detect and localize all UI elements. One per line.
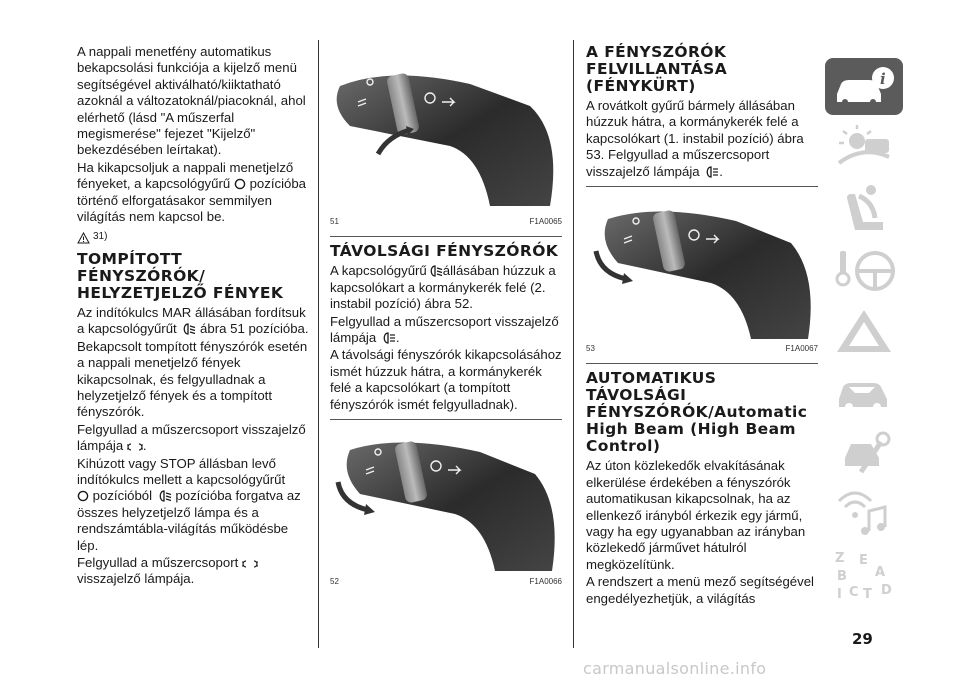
tab-key-steering-wheel[interactable] bbox=[825, 241, 903, 298]
low-beam-icon bbox=[180, 323, 196, 335]
tab-maintenance[interactable] bbox=[825, 424, 903, 481]
paragraph: Felgyullad a műszercsoport visszajelző lámpája. bbox=[77, 555, 309, 588]
low-beam-icon bbox=[156, 490, 172, 502]
figure-caption: 53 F1A0067 bbox=[586, 344, 818, 354]
column-divider bbox=[318, 40, 319, 648]
high-beam-icon bbox=[703, 166, 719, 178]
column-3 bbox=[586, 44, 818, 608]
wrench-car-icon bbox=[825, 424, 903, 481]
position-lights-icon bbox=[127, 442, 143, 452]
off-position-icon bbox=[77, 490, 89, 502]
divider bbox=[586, 363, 818, 364]
paragraph: A kapcsológyűrű állásában húzzuk a kapcsolókart a kormánykerék felé (2. instabil pozíció) ábra 52. bbox=[330, 263, 556, 312]
light-switch-stalk-illustration bbox=[330, 426, 562, 576]
tab-seat-airbag[interactable] bbox=[825, 180, 903, 237]
watermark: carmanualsonline.info bbox=[583, 659, 767, 678]
column-2 bbox=[330, 44, 562, 594]
figure-53 bbox=[586, 193, 818, 357]
section-heading: AUTOMATIKUS TÁVOLSÁGI FÉNYSZÓRÓK/Automatic High Beam (High Beam Control) bbox=[586, 369, 808, 456]
figure-51 bbox=[330, 46, 562, 230]
svg-text:C: C bbox=[849, 585, 859, 600]
paragraph: Felgyullad a műszercsoport visszajelző lámpája . bbox=[330, 313, 559, 346]
warning-triangle-icon bbox=[825, 302, 903, 359]
svg-text:T: T bbox=[863, 587, 872, 602]
paragraph: Ha kikapcsoljuk a nappali menetjelző fényeket, a kapcsológyűrű pozícióba történő elforgatásakor semmilyen világítás nem kapcsol be. bbox=[77, 159, 307, 225]
position-lights-icon bbox=[242, 559, 258, 569]
figure-caption: 51 F1A0065 bbox=[330, 217, 562, 226]
svg-text:E: E bbox=[859, 553, 868, 568]
multimedia-icon bbox=[825, 485, 903, 542]
svg-text:D: D bbox=[881, 583, 892, 598]
divider bbox=[330, 419, 562, 420]
low-beam-icon bbox=[427, 265, 443, 277]
off-position-icon bbox=[234, 178, 246, 190]
paragraph: Kihúzott vagy STOP állásban levő indítókulcs mellett a kapcsológyűrűt pozícióból pozícióba forgatva az összes helyzetjelző lámpa és a rendszámtábla-világítás működésbe lép. bbox=[77, 455, 301, 553]
svg-text:i: i bbox=[880, 70, 886, 88]
paragraph: Felgyullad a műszercsoport visszajelző lámpája . bbox=[77, 421, 306, 454]
figure-52 bbox=[330, 426, 562, 590]
section-heading: TOMPÍTOTT FÉNYSZÓRÓK/ HELYZETJELZŐ FÉNYEK bbox=[77, 249, 284, 302]
paragraph: A rovátkolt gyűrű bármely állásában húzzuk hátra, a kormánykerék felé a kapcsolókart (1. instabil pozíció) ábra 53. Felgyullad a műszercsoport visszajelző lámpája . bbox=[586, 98, 804, 179]
svg-text:A: A bbox=[409, 138, 416, 148]
paragraph: Az úton közlekedők elvakításának elkerülése érdekében a fényszórók automatikusan kikapcsolnak, ha az ellenkező irányból érkezik egy jármű, vagy ha egy ugyanabban az irányban közlekedő járművet hátulról megközelítünk. bbox=[586, 458, 806, 572]
svg-text:I: I bbox=[837, 587, 842, 602]
figure-caption: 52 F1A0066 bbox=[330, 577, 562, 587]
tab-multimedia[interactable] bbox=[825, 485, 903, 542]
chapter-tabs bbox=[825, 58, 903, 607]
tab-warning[interactable] bbox=[825, 302, 903, 359]
warning-reference: 31) bbox=[77, 229, 309, 245]
paragraph: Az indítókulcs MAR állásában fordítsuk a kapcsológyűrűt ábra 51 pozícióba. bbox=[77, 304, 309, 337]
light-switch-stalk-illustration bbox=[330, 46, 562, 216]
dashboard-lights-icon bbox=[825, 119, 903, 176]
index-letters-icon bbox=[825, 546, 903, 603]
paragraph: A rendszert a menü mező segítségével engedélyezhetjük, a világítás bbox=[586, 574, 814, 606]
svg-text:B: B bbox=[837, 569, 847, 584]
high-beam-icon bbox=[380, 332, 396, 344]
car-info-icon bbox=[825, 58, 903, 115]
tab-dashboard-lights[interactable] bbox=[825, 119, 903, 176]
page-number: 29 bbox=[852, 630, 873, 648]
paragraph: A távolsági fényszórók kikapcsolásához ismét húzzuk hátra, a kormánykerék felé a kapcsolókart (a tompított fényszórók ismét felgyulladnak). bbox=[330, 347, 562, 412]
svg-text:Z: Z bbox=[835, 551, 845, 566]
tab-car-info[interactable] bbox=[825, 58, 903, 115]
column-divider bbox=[573, 40, 574, 648]
divider bbox=[586, 186, 818, 187]
tab-car-service[interactable] bbox=[825, 363, 903, 420]
car-service-icon bbox=[825, 363, 903, 420]
section-heading: TÁVOLSÁGI FÉNYSZÓRÓK bbox=[330, 242, 559, 261]
seat-airbag-icon bbox=[825, 180, 903, 237]
warning-triangle-icon bbox=[77, 232, 90, 244]
light-switch-stalk-illustration bbox=[586, 193, 818, 343]
paragraph: Bekapcsolt tompított fényszórók esetén a nappali menetjelző fények kikapcsolnak, és felgyulladnak a helyzetjelző fények és a tompított fényszórók. bbox=[77, 338, 308, 420]
column-1 bbox=[77, 44, 309, 589]
svg-text:A: A bbox=[875, 565, 886, 580]
key-steering-wheel-icon bbox=[825, 241, 903, 298]
divider bbox=[330, 236, 562, 237]
tab-index[interactable] bbox=[825, 546, 903, 603]
paragraph: A nappali menetfény automatikus bekapcsolási funkciója a kijelző menü segítségével aktiválható/kiiktatható azoknál a változatoknál/piacoknál, ahol elérhető (lásd "A műszerfal megismerése" fejezet "Kijelző" bekezdésében leírtakat). bbox=[77, 44, 306, 158]
section-heading: A FÉNYSZÓRÓK FELVILLANTÁSA (FÉNYKÜRT) bbox=[586, 43, 728, 95]
